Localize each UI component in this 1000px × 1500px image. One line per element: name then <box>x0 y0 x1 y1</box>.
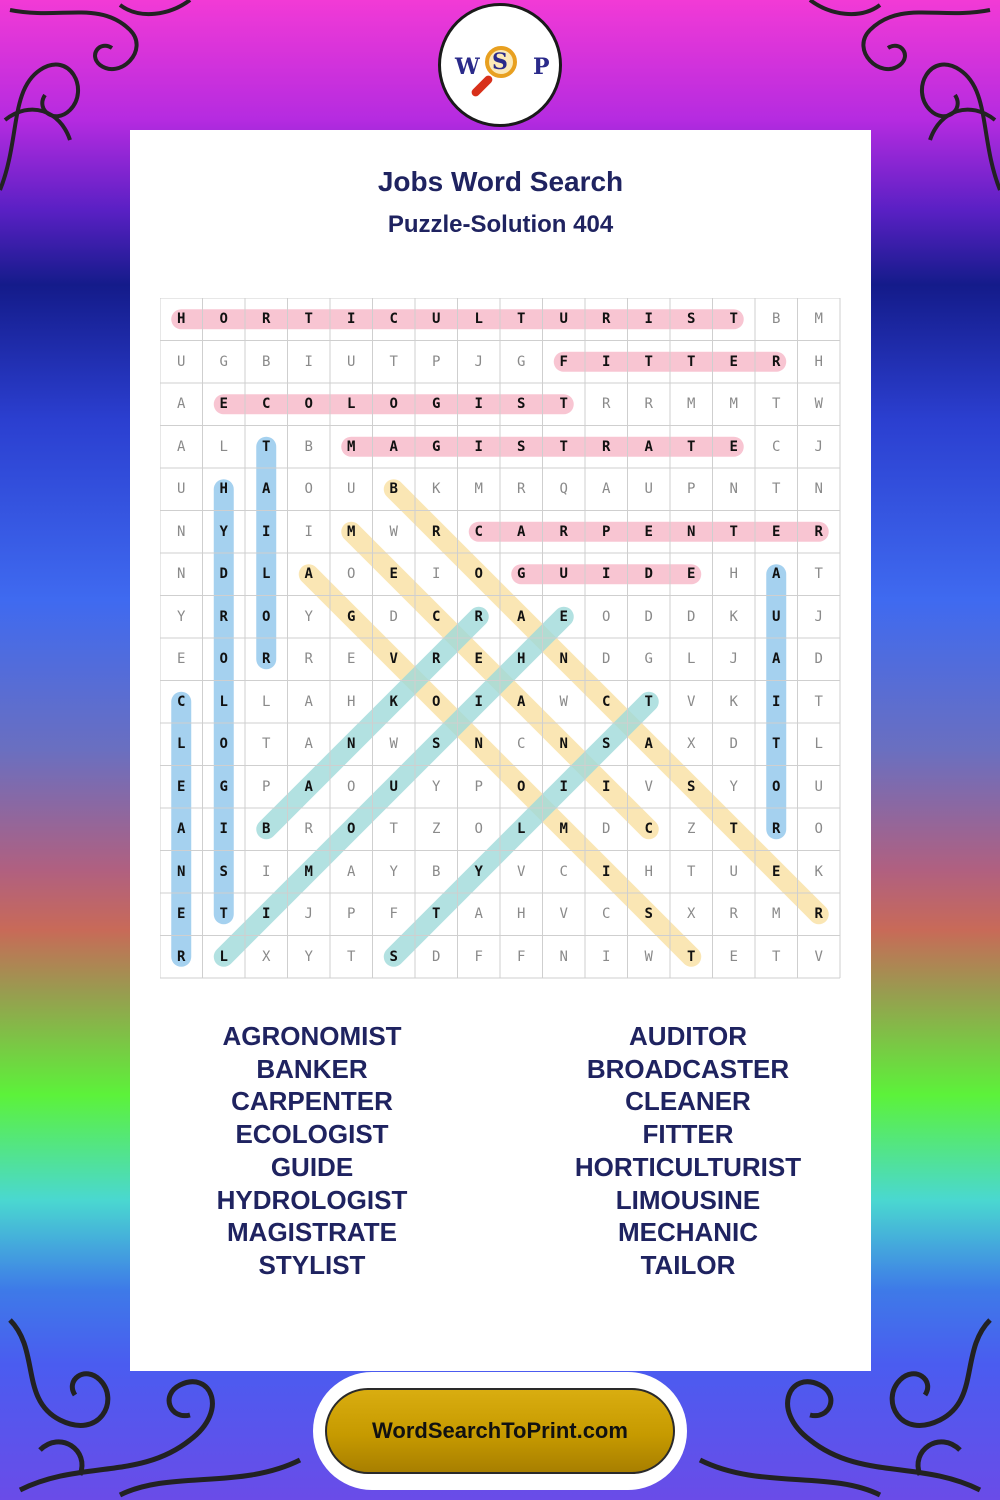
grid-cell[interactable]: C <box>177 693 186 710</box>
grid-cell[interactable]: W <box>814 396 823 413</box>
grid-cell[interactable]: O <box>347 778 356 795</box>
word-list-item: GUIDE <box>270 1151 354 1182</box>
grid-cell[interactable]: T <box>347 948 356 965</box>
grid-cell[interactable]: Y <box>474 863 483 880</box>
puzzle-title: Jobs Word Search <box>377 166 624 197</box>
grid-cell[interactable]: V <box>389 651 398 668</box>
grid-cell[interactable]: U <box>389 778 398 795</box>
word-list-item: MAGISTRATE <box>227 1217 397 1248</box>
grid-cell[interactable]: T <box>304 311 313 328</box>
grid-cell[interactable]: I <box>602 566 611 583</box>
grid-cell[interactable]: E <box>177 906 186 923</box>
grid-cell[interactable]: V <box>644 778 653 795</box>
grid-cell[interactable]: U <box>644 481 653 498</box>
word-list-left <box>127 1020 497 1282</box>
logo-letter-p: P <box>533 54 550 80</box>
grid-cell[interactable]: L <box>219 438 228 455</box>
grid-cell[interactable]: E <box>347 651 356 668</box>
grid-cell[interactable]: H <box>177 311 186 328</box>
grid-cell[interactable]: R <box>644 396 653 413</box>
grid-cell[interactable]: A <box>304 693 313 710</box>
grid-cell[interactable]: U <box>772 608 781 625</box>
grid-cell[interactable]: N <box>814 481 823 498</box>
grid-cell[interactable]: F <box>474 948 483 965</box>
grid-cell[interactable]: A <box>517 523 526 540</box>
word-list-item: AUDITOR <box>629 1021 747 1051</box>
grid-cell[interactable]: J <box>474 353 483 370</box>
grid-cell[interactable]: S <box>432 736 441 753</box>
grid-cell[interactable]: S <box>517 438 526 455</box>
grid-cell[interactable]: M <box>814 311 823 328</box>
letter-grid <box>160 298 841 979</box>
grid-cell[interactable]: O <box>219 311 228 328</box>
grid-cell[interactable]: I <box>304 523 313 540</box>
grid-cell[interactable]: S <box>219 863 228 880</box>
grid-cell[interactable]: R <box>814 523 823 540</box>
grid-cell[interactable]: A <box>177 396 186 413</box>
grid-cell[interactable]: C <box>262 396 271 413</box>
grid-cell[interactable]: I <box>219 821 228 838</box>
word-list-item: HORTICULTURIST <box>574 1151 802 1182</box>
grid-cell[interactable]: O <box>304 481 313 498</box>
grid-cell[interactable]: T <box>262 438 271 455</box>
grid-cell[interactable]: T <box>687 353 696 370</box>
grid-cell[interactable]: L <box>687 651 696 668</box>
grid-cell[interactable]: X <box>262 948 271 965</box>
grid-cell[interactable]: N <box>474 736 483 753</box>
grid-cell[interactable]: C <box>432 608 441 625</box>
word-list-item: CLEANER <box>625 1086 751 1117</box>
grid-cell[interactable]: Z <box>432 821 441 838</box>
grid-cell[interactable]: L <box>262 693 271 710</box>
grid-cell[interactable]: E <box>729 353 738 370</box>
grid-cell[interactable]: D <box>814 651 823 668</box>
grid-cell[interactable]: L <box>177 736 186 753</box>
grid-cell[interactable]: L <box>262 566 271 583</box>
grid-cell[interactable]: E <box>177 651 186 668</box>
grid-cell[interactable]: M <box>687 396 696 413</box>
grid-cell[interactable]: I <box>602 353 611 370</box>
grid-cell[interactable]: L <box>219 693 228 710</box>
grid-cell[interactable]: A <box>389 438 398 455</box>
grid-cell[interactable]: R <box>729 906 738 923</box>
grid-cell[interactable]: H <box>347 693 356 710</box>
puzzle-panel <box>130 130 871 1371</box>
grid-cell[interactable]: C <box>602 693 611 710</box>
grid-cell[interactable]: E <box>389 566 398 583</box>
grid-cell[interactable]: W <box>644 948 653 965</box>
word-list-item: STYLIST <box>258 1249 366 1280</box>
grid-cell[interactable]: O <box>389 396 398 413</box>
grid-cell[interactable]: A <box>517 693 526 710</box>
puzzle-subtitle: Puzzle-Solution 404 <box>387 211 614 238</box>
grid-cell[interactable]: Y <box>389 863 398 880</box>
grid-cell[interactable]: D <box>602 821 611 838</box>
grid-cell[interactable]: C <box>772 438 781 455</box>
grid-cell[interactable]: Y <box>304 948 313 965</box>
grid-cell[interactable]: J <box>304 906 313 923</box>
grid-cell[interactable]: U <box>559 566 568 583</box>
grid-cell[interactable]: T <box>219 906 228 923</box>
grid-cell[interactable]: Y <box>432 778 441 795</box>
grid-cell[interactable]: T <box>772 736 781 753</box>
grid-cell[interactable]: M <box>304 863 313 880</box>
grid-cell[interactable]: K <box>729 693 738 710</box>
grid-cell[interactable]: O <box>262 608 271 625</box>
grid-cell[interactable]: D <box>389 608 398 625</box>
grid-cell[interactable]: P <box>474 778 483 795</box>
word-list-right <box>503 1020 873 1282</box>
grid-cell[interactable]: T <box>729 311 738 328</box>
grid-cell[interactable]: M <box>347 523 356 540</box>
grid-cell[interactable]: A <box>177 821 186 838</box>
grid-cell[interactable]: W <box>389 523 398 540</box>
grid-cell[interactable]: Y <box>219 523 228 540</box>
word-list-item: CARPENTER <box>231 1086 393 1117</box>
grid-cell[interactable]: I <box>474 438 483 455</box>
grid-cell[interactable]: C <box>517 736 526 753</box>
logo-letter-s: S <box>492 49 508 75</box>
grid-cell[interactable]: C <box>474 523 483 540</box>
grid-cell[interactable]: O <box>347 821 356 838</box>
grid-cell[interactable]: R <box>219 608 228 625</box>
grid-cell[interactable]: P <box>262 778 271 795</box>
grid-cell[interactable]: C <box>602 906 611 923</box>
grid-cell[interactable]: T <box>729 821 738 838</box>
grid-cell[interactable]: O <box>474 566 483 583</box>
grid-cell[interactable]: F <box>559 353 568 370</box>
grid-cell[interactable]: R <box>517 481 526 498</box>
grid-cell[interactable]: B <box>262 353 271 370</box>
grid-cell[interactable]: I <box>644 311 653 328</box>
grid-cell[interactable]: V <box>814 948 823 965</box>
grid-cell[interactable]: G <box>432 396 441 413</box>
grid-cell[interactable]: I <box>474 396 483 413</box>
grid-cell[interactable]: K <box>729 608 738 625</box>
grid-cell[interactable]: H <box>219 481 228 498</box>
grid-cell[interactable]: I <box>602 863 611 880</box>
grid-cell[interactable]: Q <box>559 481 568 498</box>
grid-cell[interactable]: C <box>559 863 568 880</box>
grid-cell[interactable]: D <box>687 608 696 625</box>
grid-cell[interactable]: U <box>177 481 186 498</box>
grid-cell[interactable]: M <box>559 821 568 838</box>
grid-cell[interactable]: R <box>304 651 313 668</box>
grid-cell[interactable]: A <box>304 566 313 583</box>
grid-cell[interactable]: E <box>219 396 228 413</box>
grid-cell[interactable]: M <box>474 481 483 498</box>
grid-cell[interactable]: T <box>262 736 271 753</box>
word-list-item: MECHANIC <box>617 1217 759 1248</box>
grid-cell[interactable]: V <box>559 906 568 923</box>
grid-cell[interactable]: A <box>644 736 653 753</box>
grid-cell[interactable]: U <box>347 481 356 498</box>
grid-cell[interactable]: F <box>517 948 526 965</box>
grid-cell[interactable]: U <box>814 778 823 795</box>
grid-cell[interactable]: R <box>262 311 271 328</box>
grid-cell[interactable]: R <box>559 523 568 540</box>
grid-cell[interactable]: U <box>177 353 186 370</box>
grid-cell[interactable]: J <box>814 438 823 455</box>
grid-cell[interactable]: R <box>432 651 441 668</box>
grid-cell[interactable]: N <box>559 651 568 668</box>
grid-cell[interactable]: W <box>559 693 568 710</box>
grid-cell[interactable]: I <box>304 353 313 370</box>
grid-cell[interactable]: T <box>559 438 568 455</box>
grid-cell[interactable]: A <box>304 778 313 795</box>
grid-cell[interactable]: N <box>177 566 186 583</box>
grid-cell[interactable]: R <box>432 523 441 540</box>
grid-cell[interactable]: Y <box>729 778 738 795</box>
grid-cell[interactable]: K <box>432 481 441 498</box>
grid-cell[interactable]: E <box>474 651 483 668</box>
grid-cell[interactable]: T <box>432 906 441 923</box>
grid-cell[interactable]: T <box>644 693 653 710</box>
grid-cell[interactable]: T <box>644 353 653 370</box>
grid-cell[interactable]: T <box>772 481 781 498</box>
grid-cell[interactable]: N <box>177 523 186 540</box>
grid-cell[interactable]: L <box>347 396 356 413</box>
grid-cell[interactable]: T <box>687 863 696 880</box>
grid-cell[interactable]: U <box>729 863 738 880</box>
grid-cell[interactable]: R <box>602 311 611 328</box>
grid-cell[interactable]: X <box>687 906 696 923</box>
grid-cell[interactable]: U <box>559 311 568 328</box>
grid-cell[interactable]: D <box>219 566 228 583</box>
grid-cell[interactable]: I <box>262 906 271 923</box>
grid-cell[interactable]: G <box>517 566 526 583</box>
grid-cell[interactable]: T <box>389 353 398 370</box>
grid-cell[interactable]: P <box>347 906 356 923</box>
grid-cell[interactable]: G <box>432 438 441 455</box>
grid-cell[interactable]: T <box>772 948 781 965</box>
site-link-button[interactable]: WordSearchToPrint.com <box>325 1388 675 1474</box>
grid-cell[interactable]: S <box>687 311 696 328</box>
grid-cell[interactable]: O <box>219 651 228 668</box>
grid-cell[interactable]: S <box>687 778 696 795</box>
grid-cell[interactable]: I <box>559 778 568 795</box>
grid-cell[interactable]: X <box>687 736 696 753</box>
grid-cell[interactable]: M <box>772 906 781 923</box>
logo-letter-w: W <box>455 54 480 80</box>
grid-cell[interactable]: E <box>644 523 653 540</box>
grid-cell[interactable]: E <box>772 863 781 880</box>
grid-cell[interactable]: A <box>474 906 483 923</box>
grid-cell[interactable]: H <box>517 906 526 923</box>
grid-cell[interactable]: K <box>814 863 823 880</box>
grid-cell[interactable]: E <box>687 566 696 583</box>
grid-cell[interactable]: B <box>389 481 398 498</box>
grid-cell[interactable]: P <box>602 523 611 540</box>
grid-cell[interactable]: S <box>644 906 653 923</box>
grid-cell[interactable]: T <box>814 566 823 583</box>
grid-cell[interactable]: H <box>644 863 653 880</box>
grid-cell[interactable]: N <box>687 523 696 540</box>
grid-cell[interactable]: A <box>772 651 781 668</box>
grid-cell[interactable]: C <box>644 821 653 838</box>
grid-cell[interactable]: M <box>347 438 356 455</box>
word-list-item: BANKER <box>256 1053 368 1084</box>
grid-cell[interactable]: H <box>729 566 738 583</box>
grid-cell[interactable]: R <box>602 438 611 455</box>
wsp-logo <box>438 3 562 127</box>
grid-cell[interactable]: L <box>219 948 228 965</box>
grid-cell[interactable]: T <box>687 438 696 455</box>
grid-cell[interactable]: A <box>644 438 653 455</box>
grid-cell[interactable]: P <box>687 481 696 498</box>
grid-cell[interactable]: B <box>262 821 271 838</box>
grid-cell[interactable]: I <box>772 693 781 710</box>
grid-cell[interactable]: L <box>814 736 823 753</box>
word-list-item: BROADCASTER <box>586 1053 790 1084</box>
grid-cell[interactable]: I <box>347 311 356 328</box>
grid-cell[interactable]: V <box>687 693 696 710</box>
grid-cell[interactable]: O <box>432 693 441 710</box>
grid-cell[interactable]: U <box>347 353 356 370</box>
word-list-item: HYDROLOGIST <box>216 1184 408 1215</box>
grid-cell[interactable]: O <box>814 821 823 838</box>
grid-cell[interactable]: N <box>559 948 568 965</box>
grid-cell[interactable]: K <box>389 693 398 710</box>
grid-cell[interactable]: Z <box>687 821 696 838</box>
grid-cell[interactable]: I <box>602 948 611 965</box>
word-list-item: LIMOUSINE <box>615 1184 761 1215</box>
grid-cell[interactable]: R <box>304 821 313 838</box>
grid-cell[interactable]: J <box>729 651 738 668</box>
grid-cell[interactable]: O <box>772 778 781 795</box>
grid-cell[interactable]: B <box>304 438 313 455</box>
grid-cell[interactable]: H <box>814 353 823 370</box>
grid-cell[interactable]: S <box>602 736 611 753</box>
grid-cell[interactable]: A <box>262 481 271 498</box>
grid-cell[interactable]: C <box>389 311 398 328</box>
grid-cell[interactable]: D <box>729 736 738 753</box>
grid-cell[interactable]: A <box>347 863 356 880</box>
grid-cell[interactable]: R <box>177 948 186 965</box>
grid-cell[interactable]: F <box>389 906 398 923</box>
grid-cell[interactable]: E <box>559 608 568 625</box>
grid-cell[interactable]: R <box>602 396 611 413</box>
grid-cell[interactable]: G <box>644 651 653 668</box>
grid-cell[interactable]: Y <box>304 608 313 625</box>
grid-cell[interactable]: O <box>304 396 313 413</box>
grid-cell[interactable]: Y <box>177 608 186 625</box>
grid-cell[interactable]: N <box>729 481 738 498</box>
word-list-item: ECOLOGIST <box>235 1119 389 1150</box>
grid-cell[interactable]: V <box>517 863 526 880</box>
grid-cell[interactable]: D <box>644 608 653 625</box>
grid-cell[interactable]: T <box>772 396 781 413</box>
grid-cell[interactable]: E <box>729 438 738 455</box>
grid-cell[interactable]: G <box>517 353 526 370</box>
grid-cell[interactable]: D <box>644 566 653 583</box>
grid-cell[interactable]: E <box>772 523 781 540</box>
grid-cell[interactable]: B <box>772 311 781 328</box>
grid-cell[interactable]: N <box>177 863 186 880</box>
grid-cell[interactable]: B <box>432 863 441 880</box>
grid-cell[interactable]: I <box>474 693 483 710</box>
word-list-item: FITTER <box>642 1119 734 1150</box>
grid-cell[interactable]: T <box>559 396 568 413</box>
grid-cell[interactable]: D <box>432 948 441 965</box>
grid-cell[interactable]: S <box>389 948 398 965</box>
grid-cell[interactable]: I <box>602 778 611 795</box>
grid-cell[interactable]: L <box>517 821 526 838</box>
grid-cell[interactable]: A <box>602 481 611 498</box>
grid-cell[interactable]: G <box>219 353 228 370</box>
grid-cell[interactable]: R <box>772 353 781 370</box>
grid-cell[interactable]: L <box>474 311 483 328</box>
word-list-item: AGRONOMIST <box>222 1021 402 1051</box>
grid-cell[interactable]: T <box>729 523 738 540</box>
grid-cell[interactable]: A <box>304 736 313 753</box>
grid-cell[interactable]: I <box>262 863 271 880</box>
grid-cell[interactable]: J <box>814 608 823 625</box>
grid-cell[interactable]: O <box>602 608 611 625</box>
grid-cell[interactable]: T <box>517 311 526 328</box>
grid-cell[interactable]: D <box>602 651 611 668</box>
grid-cell[interactable]: A <box>177 438 186 455</box>
word-list-item: TAILOR <box>640 1249 736 1280</box>
grid-cell[interactable]: R <box>262 651 271 668</box>
grid-cell[interactable]: E <box>729 948 738 965</box>
grid-cell[interactable]: T <box>389 821 398 838</box>
grid-cell[interactable]: O <box>219 736 228 753</box>
grid-cell[interactable]: W <box>389 736 398 753</box>
grid-cell[interactable]: R <box>772 821 781 838</box>
grid-cell[interactable]: E <box>177 778 186 795</box>
grid-cell[interactable]: P <box>432 353 441 370</box>
grid-cell[interactable]: U <box>432 311 441 328</box>
grid-cell[interactable]: S <box>517 396 526 413</box>
grid-cell[interactable]: H <box>517 651 526 668</box>
grid-cell[interactable]: A <box>517 608 526 625</box>
grid-cell[interactable]: M <box>729 396 738 413</box>
grid-cell[interactable]: O <box>474 821 483 838</box>
grid-cell[interactable]: G <box>347 608 356 625</box>
grid-cell[interactable]: T <box>687 948 696 965</box>
grid-cell[interactable]: G <box>219 778 228 795</box>
grid-cell[interactable]: A <box>772 566 781 583</box>
grid-cell[interactable]: N <box>559 736 568 753</box>
grid-cell[interactable]: I <box>432 566 441 583</box>
grid-cell[interactable]: R <box>814 906 823 923</box>
grid-cell[interactable]: O <box>517 778 526 795</box>
grid-cell[interactable]: T <box>814 693 823 710</box>
grid-cell[interactable]: O <box>347 566 356 583</box>
grid-cell[interactable]: I <box>262 523 271 540</box>
grid-cell[interactable]: R <box>474 608 483 625</box>
grid-cell[interactable]: N <box>347 736 356 753</box>
